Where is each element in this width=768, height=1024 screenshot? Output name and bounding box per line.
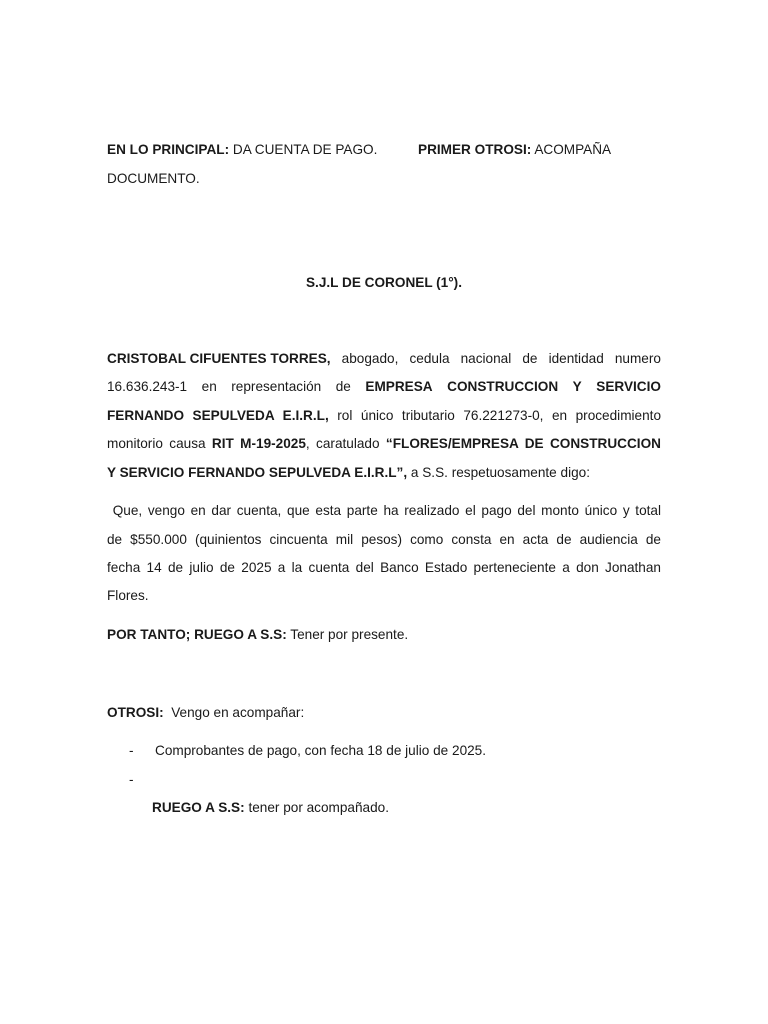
word: cedula [409,351,450,366]
company-name-end: FERNANDO SEPULVEDA E.I.R.L, [107,408,329,423]
suma-line-2: DOCUMENTO. [107,171,200,186]
otrosi-section-label: OTROSI: [107,705,164,720]
otrosi-text: ACOMPAÑA [534,142,612,157]
otrosi-ruego-label: RUEGO A S.S: [152,800,245,815]
petitorio [107,626,408,644]
company-word: Y [572,379,582,394]
lawyer-name: CRISTOBAL CIFUENTES TORRES, [107,351,331,366]
company-word: EMPRESA [365,379,433,394]
otrosi-ruego-text: tener por acompañado. [248,800,390,815]
word: de [522,351,538,366]
comparecencia-line-1 [107,350,661,368]
suma-line-1 [107,141,667,159]
causa-text: monitorio causa [107,436,206,451]
cuerpo-line-2: de $550.000 (quinientos cincuenta mil pesos) como consta en acta de audiencia de [107,532,661,547]
otrosi-section [107,704,304,722]
word: en [201,379,217,394]
caratulado-text: , caratulado [305,436,380,451]
rut-text: rol único tributario 76.221273-0, en procedimiento [337,408,662,423]
comparecencia-line-3 [107,407,661,425]
cuerpo-line-1 [107,502,661,520]
comparecencia-line-5 [107,464,590,482]
list-bullet: - [129,743,134,758]
word: identidad [548,351,604,366]
company-word: SERVICIO [596,379,661,394]
word: de [335,379,351,394]
caratula-start: “FLORES/EMPRESA DE CONSTRUCCION [385,436,661,451]
cuerpo-text: Que, vengo en dar cuenta, que esta parte ha realizado el pago del monto único y total [112,503,662,518]
word: 16.636.243-1 [107,379,188,394]
comparecencia-line-2 [107,378,661,396]
word: nacional [460,351,512,366]
cuerpo-line-4: Flores. [107,588,149,603]
rit-number: RIT M-19-2025 [211,436,306,451]
cuerpo-line-3: fecha 14 de julio de 2025 a la cuenta del Banco Estado perteneciente a don Jonathan [107,560,661,575]
otrosi-ruego [152,799,389,817]
otrosi-label: PRIMER OTROSI: [418,142,532,157]
petitorio-text: Tener por presente. [290,627,409,642]
petitorio-label: POR TANTO; RUEGO A S.S: [107,627,287,642]
caratula-end: Y SERVICIO FERNANDO SEPULVEDA E.I.R.L”, [107,465,408,480]
court-heading: S.J.L DE CORONEL (1°). [305,275,462,290]
word: numero [614,351,661,366]
word: representación [231,379,322,394]
comparecencia-line-4 [107,435,661,453]
list-item: Comprobantes de pago, con fecha 18 de julio de 2025. [155,743,487,758]
digo-text: a S.S. respetuosamente digo: [410,465,591,480]
principal-text: DA CUENTA DE PAGO. [232,142,378,157]
otrosi-heading [418,141,611,159]
otrosi-section-text: Vengo en acompañar: [171,705,305,720]
word: abogado, [341,351,399,366]
principal-label: EN LO PRINCIPAL: [107,142,230,157]
list-bullet: - [129,772,134,787]
company-word: CONSTRUCCION [447,379,559,394]
